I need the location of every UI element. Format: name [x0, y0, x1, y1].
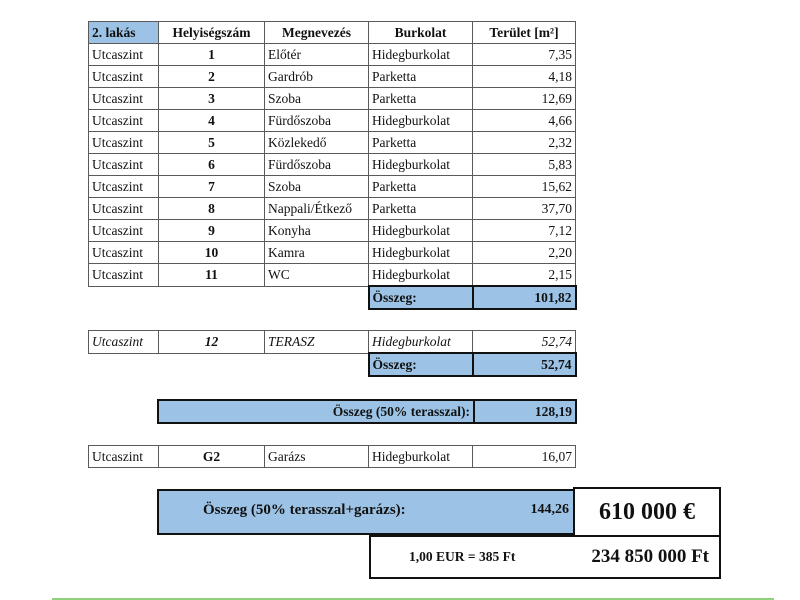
terrace-name: TERASZ [265, 331, 369, 354]
room-covering: Parketta [369, 176, 473, 198]
room-number: 8 [159, 198, 265, 220]
garage-name: Garázs [265, 446, 369, 468]
garage-row [89, 446, 576, 468]
garage-area: 16,07 [473, 446, 576, 468]
room-number: 7 [159, 176, 265, 198]
room-number: 6 [159, 154, 265, 176]
room-name: Konyha [265, 220, 369, 242]
room-name: Nappali/Étkező [265, 198, 369, 220]
room-name: Előtér [265, 44, 369, 66]
room-level: Utcaszint [89, 242, 159, 264]
room-covering: Hidegburkolat [369, 242, 473, 264]
sum3-value: 128,19 [474, 400, 576, 423]
garage-number: G2 [159, 446, 265, 468]
room-level: Utcaszint [89, 264, 159, 287]
room-area: 2,20 [473, 242, 576, 264]
sum2-value: 52,74 [473, 353, 576, 376]
room-area: 7,12 [473, 220, 576, 242]
sum3-row [158, 400, 576, 423]
room-level: Utcaszint [89, 44, 159, 66]
terrace-covering: Hidegburkolat [369, 331, 473, 354]
room-area: 2,15 [473, 264, 576, 287]
room-name: Közlekedő [265, 132, 369, 154]
table-row [89, 44, 576, 66]
sum2-label: Összeg: [369, 353, 473, 376]
room-number: 4 [159, 110, 265, 132]
garage-covering: Hidegburkolat [369, 446, 473, 468]
table-row [89, 110, 576, 132]
price-eur: 610 000 € [599, 499, 695, 525]
room-area: 15,62 [473, 176, 576, 198]
room-name: Fürdőszoba [265, 110, 369, 132]
header-apartment: 2. lakás [89, 22, 159, 44]
room-area: 7,35 [473, 44, 576, 66]
table-row [89, 154, 576, 176]
terrace-number: 12 [159, 331, 265, 354]
room-area: 12,69 [473, 88, 576, 110]
room-level: Utcaszint [89, 176, 159, 198]
header-room-number: Helyiségszám [159, 22, 265, 44]
sum1-value: 101,82 [473, 286, 576, 309]
grand-total-value: 144,26 [530, 502, 569, 517]
room-level: Utcaszint [89, 220, 159, 242]
room-level: Utcaszint [89, 110, 159, 132]
exchange-rate: 1,00 EUR = 385 Ft [409, 549, 516, 564]
room-area: 5,83 [473, 154, 576, 176]
terrace-level: Utcaszint [89, 331, 159, 354]
grand-total-label: Összeg (50% terasszal+garázs): [203, 502, 406, 518]
table-row [89, 198, 576, 220]
room-name: Szoba [265, 88, 369, 110]
sum2-row [89, 353, 576, 376]
sum1-label: Összeg: [369, 286, 473, 309]
room-level: Utcaszint [89, 198, 159, 220]
room-covering: Parketta [369, 66, 473, 88]
garage-level: Utcaszint [89, 446, 159, 468]
garage-table [88, 445, 576, 468]
rooms-table [88, 21, 577, 310]
room-number: 1 [159, 44, 265, 66]
room-number: 10 [159, 242, 265, 264]
price-eur-box [573, 487, 721, 537]
room-area: 2,32 [473, 132, 576, 154]
table-row [89, 264, 576, 287]
sum1-row [89, 286, 576, 309]
room-name: Szoba [265, 176, 369, 198]
terrace-table [88, 330, 577, 377]
header-covering: Burkolat [369, 22, 473, 44]
table-header [89, 22, 576, 44]
room-area: 4,18 [473, 66, 576, 88]
table-row [89, 66, 576, 88]
room-name: Fürdőszoba [265, 154, 369, 176]
grand-total-box [157, 489, 575, 535]
room-level: Utcaszint [89, 154, 159, 176]
header-room-name: Megnevezés [265, 22, 369, 44]
room-number: 5 [159, 132, 265, 154]
room-name: Gardrób [265, 66, 369, 88]
terrace-area: 52,74 [473, 331, 576, 354]
room-area: 4,66 [473, 110, 576, 132]
room-covering: Hidegburkolat [369, 264, 473, 287]
room-level: Utcaszint [89, 66, 159, 88]
room-covering: Parketta [369, 88, 473, 110]
table-row [89, 132, 576, 154]
sum3-label: Összeg (50% terasszal): [158, 400, 474, 423]
room-number: 2 [159, 66, 265, 88]
room-number: 11 [159, 264, 265, 287]
room-name: Kamra [265, 242, 369, 264]
room-number: 9 [159, 220, 265, 242]
room-covering: Hidegburkolat [369, 110, 473, 132]
table-row [89, 242, 576, 264]
terrace-total-table [157, 399, 577, 424]
room-covering: Hidegburkolat [369, 220, 473, 242]
room-area: 37,70 [473, 198, 576, 220]
terrace-row [89, 331, 576, 354]
table-row [89, 88, 576, 110]
exchange-box [369, 535, 721, 579]
room-covering: Hidegburkolat [369, 154, 473, 176]
table-row [89, 176, 576, 198]
room-level: Utcaszint [89, 132, 159, 154]
room-covering: Parketta [369, 198, 473, 220]
room-number: 3 [159, 88, 265, 110]
header-area: Terület [m²] [473, 22, 576, 44]
room-covering: Hidegburkolat [369, 44, 473, 66]
price-huf: 234 850 000 Ft [591, 546, 709, 567]
room-name: WC [265, 264, 369, 287]
room-covering: Parketta [369, 132, 473, 154]
room-level: Utcaszint [89, 88, 159, 110]
table-row [89, 220, 576, 242]
